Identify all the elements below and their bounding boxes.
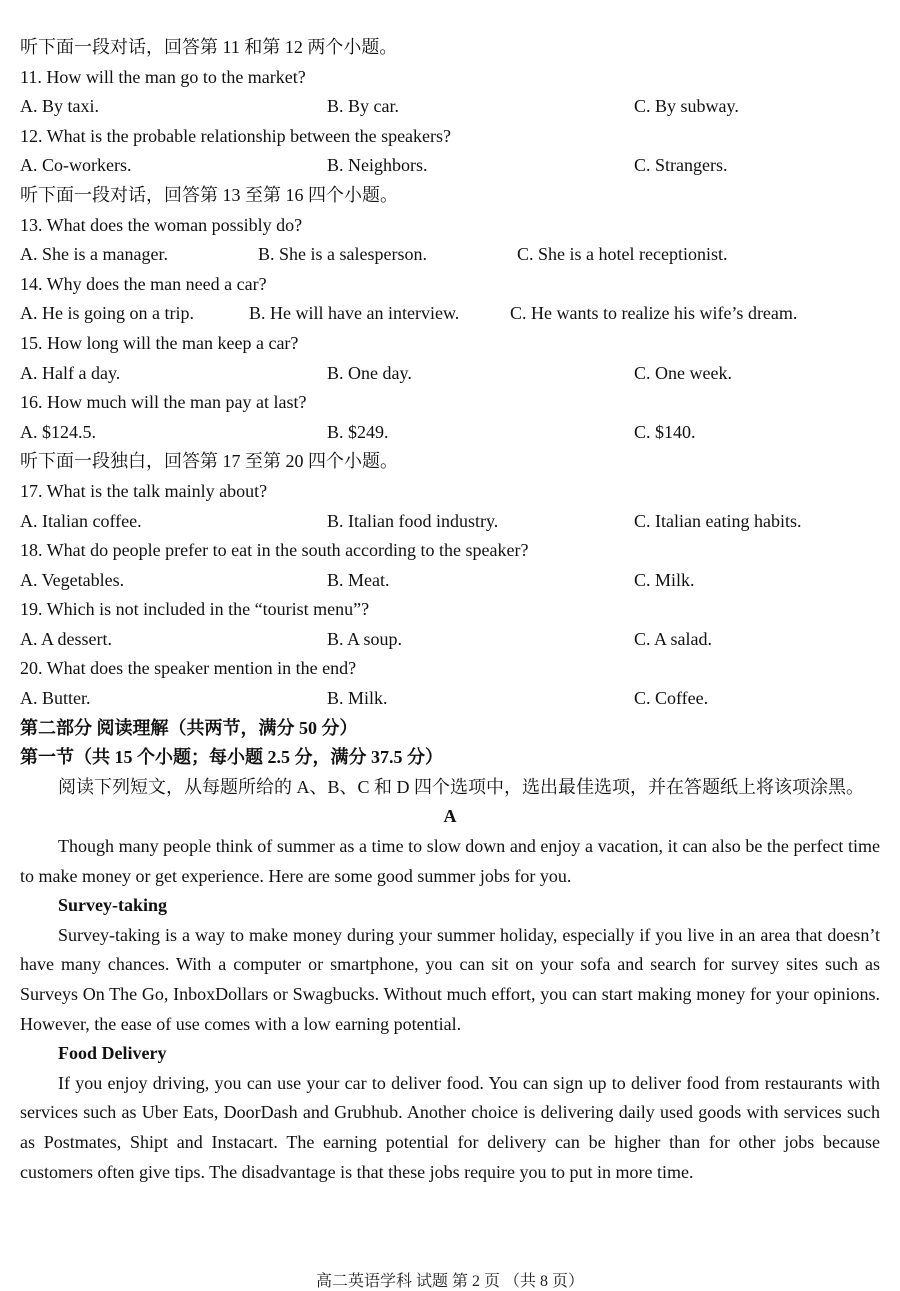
- option-b: B. By car.: [327, 96, 399, 117]
- option-c: C. $140.: [634, 421, 696, 442]
- option-c: C. Milk.: [634, 569, 695, 590]
- section-heading-17-20: 听下面一段独白，回答第 17 至第 20 四个小题。: [20, 451, 398, 472]
- section-one-title: 第一节（共 15 个小题；每小题 2.5 分，满分 37.5 分）: [20, 747, 443, 768]
- options-16: [20, 418, 880, 448]
- option-a: A. A dessert.: [20, 628, 112, 649]
- heading-survey-taking: Survey-taking: [58, 895, 168, 916]
- option-c: C. By subway.: [634, 96, 739, 117]
- heading-food-delivery: Food Delivery: [58, 1043, 167, 1064]
- passage-label: A: [443, 806, 457, 827]
- options-12: [20, 151, 880, 181]
- reading-instructions: 阅读下列短文，从每题所给的 A、B、C 和 D 四个选项中，选出最佳选项，并在答题纸上将该项涂黑。: [58, 776, 865, 797]
- option-a: A. He is going on a trip.: [20, 303, 194, 324]
- option-a: A. Italian coffee.: [20, 510, 142, 531]
- options-17: [20, 507, 880, 537]
- question-11: 11. How will the man go to the market?: [20, 66, 306, 87]
- option-b: B. Italian food industry.: [327, 510, 499, 531]
- paragraph-food-delivery: If you enjoy driving, you can use your car to deliver food. You can sign up to deliver food from restaurants with services such as Uber Eats, DoorDash and Grubhub. Another choice is delivering daily used goods with services such as Postmates, Shipt and Instacart. The earning potential for delivery can be higher than for other jobs because customers often give tips. The disadvantage is that these jobs require you to put in more time.: [20, 1072, 880, 1182]
- question-15: 15. How long will the man keep a car?: [20, 332, 299, 353]
- option-b: B. A soup.: [327, 628, 403, 649]
- section-heading-11-12: 听下面一段对话，回答第 11 和第 12 两个小题。: [20, 37, 398, 57]
- option-c: C. She is a hotel receptionist.: [517, 244, 728, 265]
- option-b: B. $249.: [327, 421, 389, 442]
- option-b: B. One day.: [327, 362, 412, 383]
- options-19: [20, 625, 880, 655]
- option-c: C. Italian eating habits.: [634, 510, 802, 531]
- option-a: A. Co-workers.: [20, 155, 132, 176]
- options-11: [20, 92, 880, 122]
- options-15: [20, 359, 880, 389]
- option-c: C. One week.: [634, 362, 732, 383]
- question-17: 17. What is the talk mainly about?: [20, 480, 268, 501]
- question-19: 19. Which is not included in the “tourist menu”?: [20, 599, 370, 620]
- option-b: B. He will have an interview.: [249, 303, 460, 324]
- question-18: 18. What do people prefer to eat in the south according to the speaker?: [20, 540, 529, 561]
- question-20: 20. What does the speaker mention in the end?: [20, 658, 357, 679]
- question-14: 14. Why does the man need a car?: [20, 273, 267, 294]
- option-a: A. $124.5.: [20, 421, 96, 442]
- option-c: C. A salad.: [634, 628, 713, 649]
- option-c: C. He wants to realize his wife’s dream.: [510, 303, 798, 324]
- paragraph-survey-taking: Survey-taking is a way to make money during your summer holiday, especially if you live in an area that doesn’t have many chances. With a computer or smartphone, you can sit on your sofa and search for survey sites such as Surveys On The Go, InboxDollars or Swagbucks. Without much effort, you can start making money for your opinions. However, the ease of use comes with a low earning potential.: [20, 924, 880, 1034]
- options-18: [20, 566, 880, 596]
- option-b: B. Meat.: [327, 569, 390, 590]
- option-a: A. Butter.: [20, 688, 91, 709]
- option-b: B. She is a salesperson.: [258, 244, 427, 265]
- question-12: 12. What is the probable relationship between the speakers?: [20, 125, 452, 146]
- page-footer: 高二英语学科 试题 第 2 页 （共 8 页）: [315, 1273, 584, 1290]
- question-13: 13. What does the woman possibly do?: [20, 214, 303, 235]
- option-a: A. She is a manager.: [20, 244, 168, 265]
- option-b: B. Neighbors.: [327, 155, 428, 176]
- options-14: [20, 299, 880, 329]
- option-c: C. Coffee.: [634, 688, 709, 709]
- options-20: [20, 684, 880, 714]
- section-heading-13-16: 听下面一段对话，回答第 13 至第 16 四个小题。: [20, 184, 398, 205]
- exam-page: [20, 33, 880, 1187]
- question-16: 16. How much will the man pay at last?: [20, 392, 307, 413]
- options-13: [20, 240, 880, 270]
- option-a: A. Vegetables.: [20, 569, 125, 590]
- option-c: C. Strangers.: [634, 155, 728, 176]
- option-a: A. Half a day.: [20, 362, 121, 383]
- part-two-title: 第二部分 阅读理解（共两节，满分 50 分）: [20, 717, 358, 738]
- option-a: A. By taxi.: [20, 96, 99, 117]
- option-b: B. Milk.: [327, 688, 388, 709]
- passage-intro: Though many people think of summer as a time to slow down and enjoy a vacation, it can also be the perfect time to make money or get experience. Here are some good summer jobs for you.: [20, 836, 880, 886]
